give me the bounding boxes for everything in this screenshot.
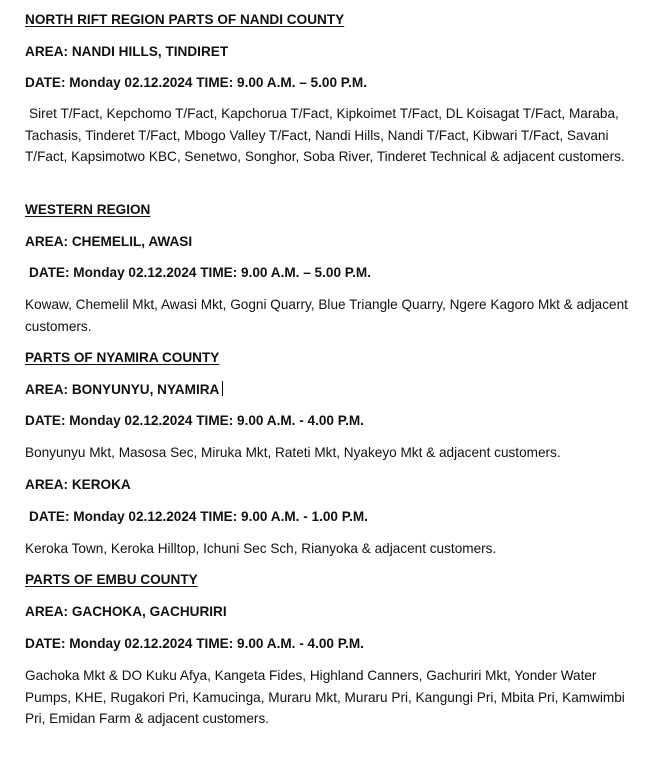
section-heading-north-rift: NORTH RIFT REGION PARTS OF NANDI COUNTY (25, 12, 345, 27)
section-heading-nyamira: PARTS OF NYAMIRA COUNTY (25, 350, 220, 365)
date-line-bonyunyu: DATE: Monday 02.12.2024 TIME: 9.00 A.M. - 4.00 P.M. (25, 413, 364, 428)
section-heading-embu: PARTS OF EMBU COUNTY (25, 572, 198, 587)
date-line-nandi: DATE: Monday 02.12.2024 TIME: 9.00 A.M. – 5.00 P.M. (25, 75, 367, 90)
date-line-keroka: DATE: Monday 02.12.2024 TIME: 9.00 A.M. - 1.00 P.M. (29, 509, 368, 524)
details-keroka: Keroka Town, Keroka Hilltop, Ichuni Sec Sch, Rianyoka & adjacent customers. (25, 541, 497, 556)
area-line-chemelil: AREA: CHEMELIL, AWASI (25, 234, 193, 249)
details-bonyunyu: Bonyunyu Mkt, Masosa Sec, Miruka Mkt, Rateti Mkt, Nyakeyo Mkt & adjacent customers. (25, 445, 561, 460)
details-chemelil: Kowaw, Chemelil Mkt, Awasi Mkt, Gogni Quarry, Blue Triangle Quarry, Ngere Kagoro Mkt & adjacent customers. (25, 297, 628, 334)
details-gachoka: Gachoka Mkt & DO Kuku Afya, Kangeta Fides, Highland Canners, Gachuriri Mkt, Yonder Water Pumps, KHE, Rugakori Pri, Kamucinga, Muraru Mkt, Muraru Pri, Kangungi Pri, Mbita Pri, Kamwimbi Pri, Emidan Farm & adjacent customers. (25, 668, 625, 726)
area-line-nandi: AREA: NANDI HILLS, TINDIRET (25, 44, 229, 59)
section-heading-western: WESTERN REGION (25, 202, 151, 217)
area-line-bonyunyu (25, 379, 223, 401)
details-nandi: Siret T/Fact, Kepchomo T/Fact, Kapchorua T/Fact, Kipkoimet T/Fact, DL Koisagat T/Fact, Maraba, Tachasis, Tinderet T/Fact, Mbogo Valley T/Fact, Nandi Hills, Nandi T/Fact, Kibwari T/Fact, Savani T/Fact, Kapsimotwo KBC, Senetwo, Songhor, Soba River, Tinderet Technical & adjacent customers. (25, 106, 625, 164)
area-line-keroka: AREA: KEROKA (25, 477, 131, 492)
date-line-chemelil: DATE: Monday 02.12.2024 TIME: 9.00 A.M. – 5.00 P.M. (29, 265, 371, 280)
area-line-gachoka: AREA: GACHOKA, GACHURIRI (25, 604, 227, 619)
area-text-bonyunyu: AREA: BONYUNYU, NYAMIRA (25, 382, 220, 397)
date-line-gachoka: DATE: Monday 02.12.2024 TIME: 9.00 A.M. - 4.00 P.M. (25, 636, 364, 651)
text-cursor (222, 381, 223, 396)
